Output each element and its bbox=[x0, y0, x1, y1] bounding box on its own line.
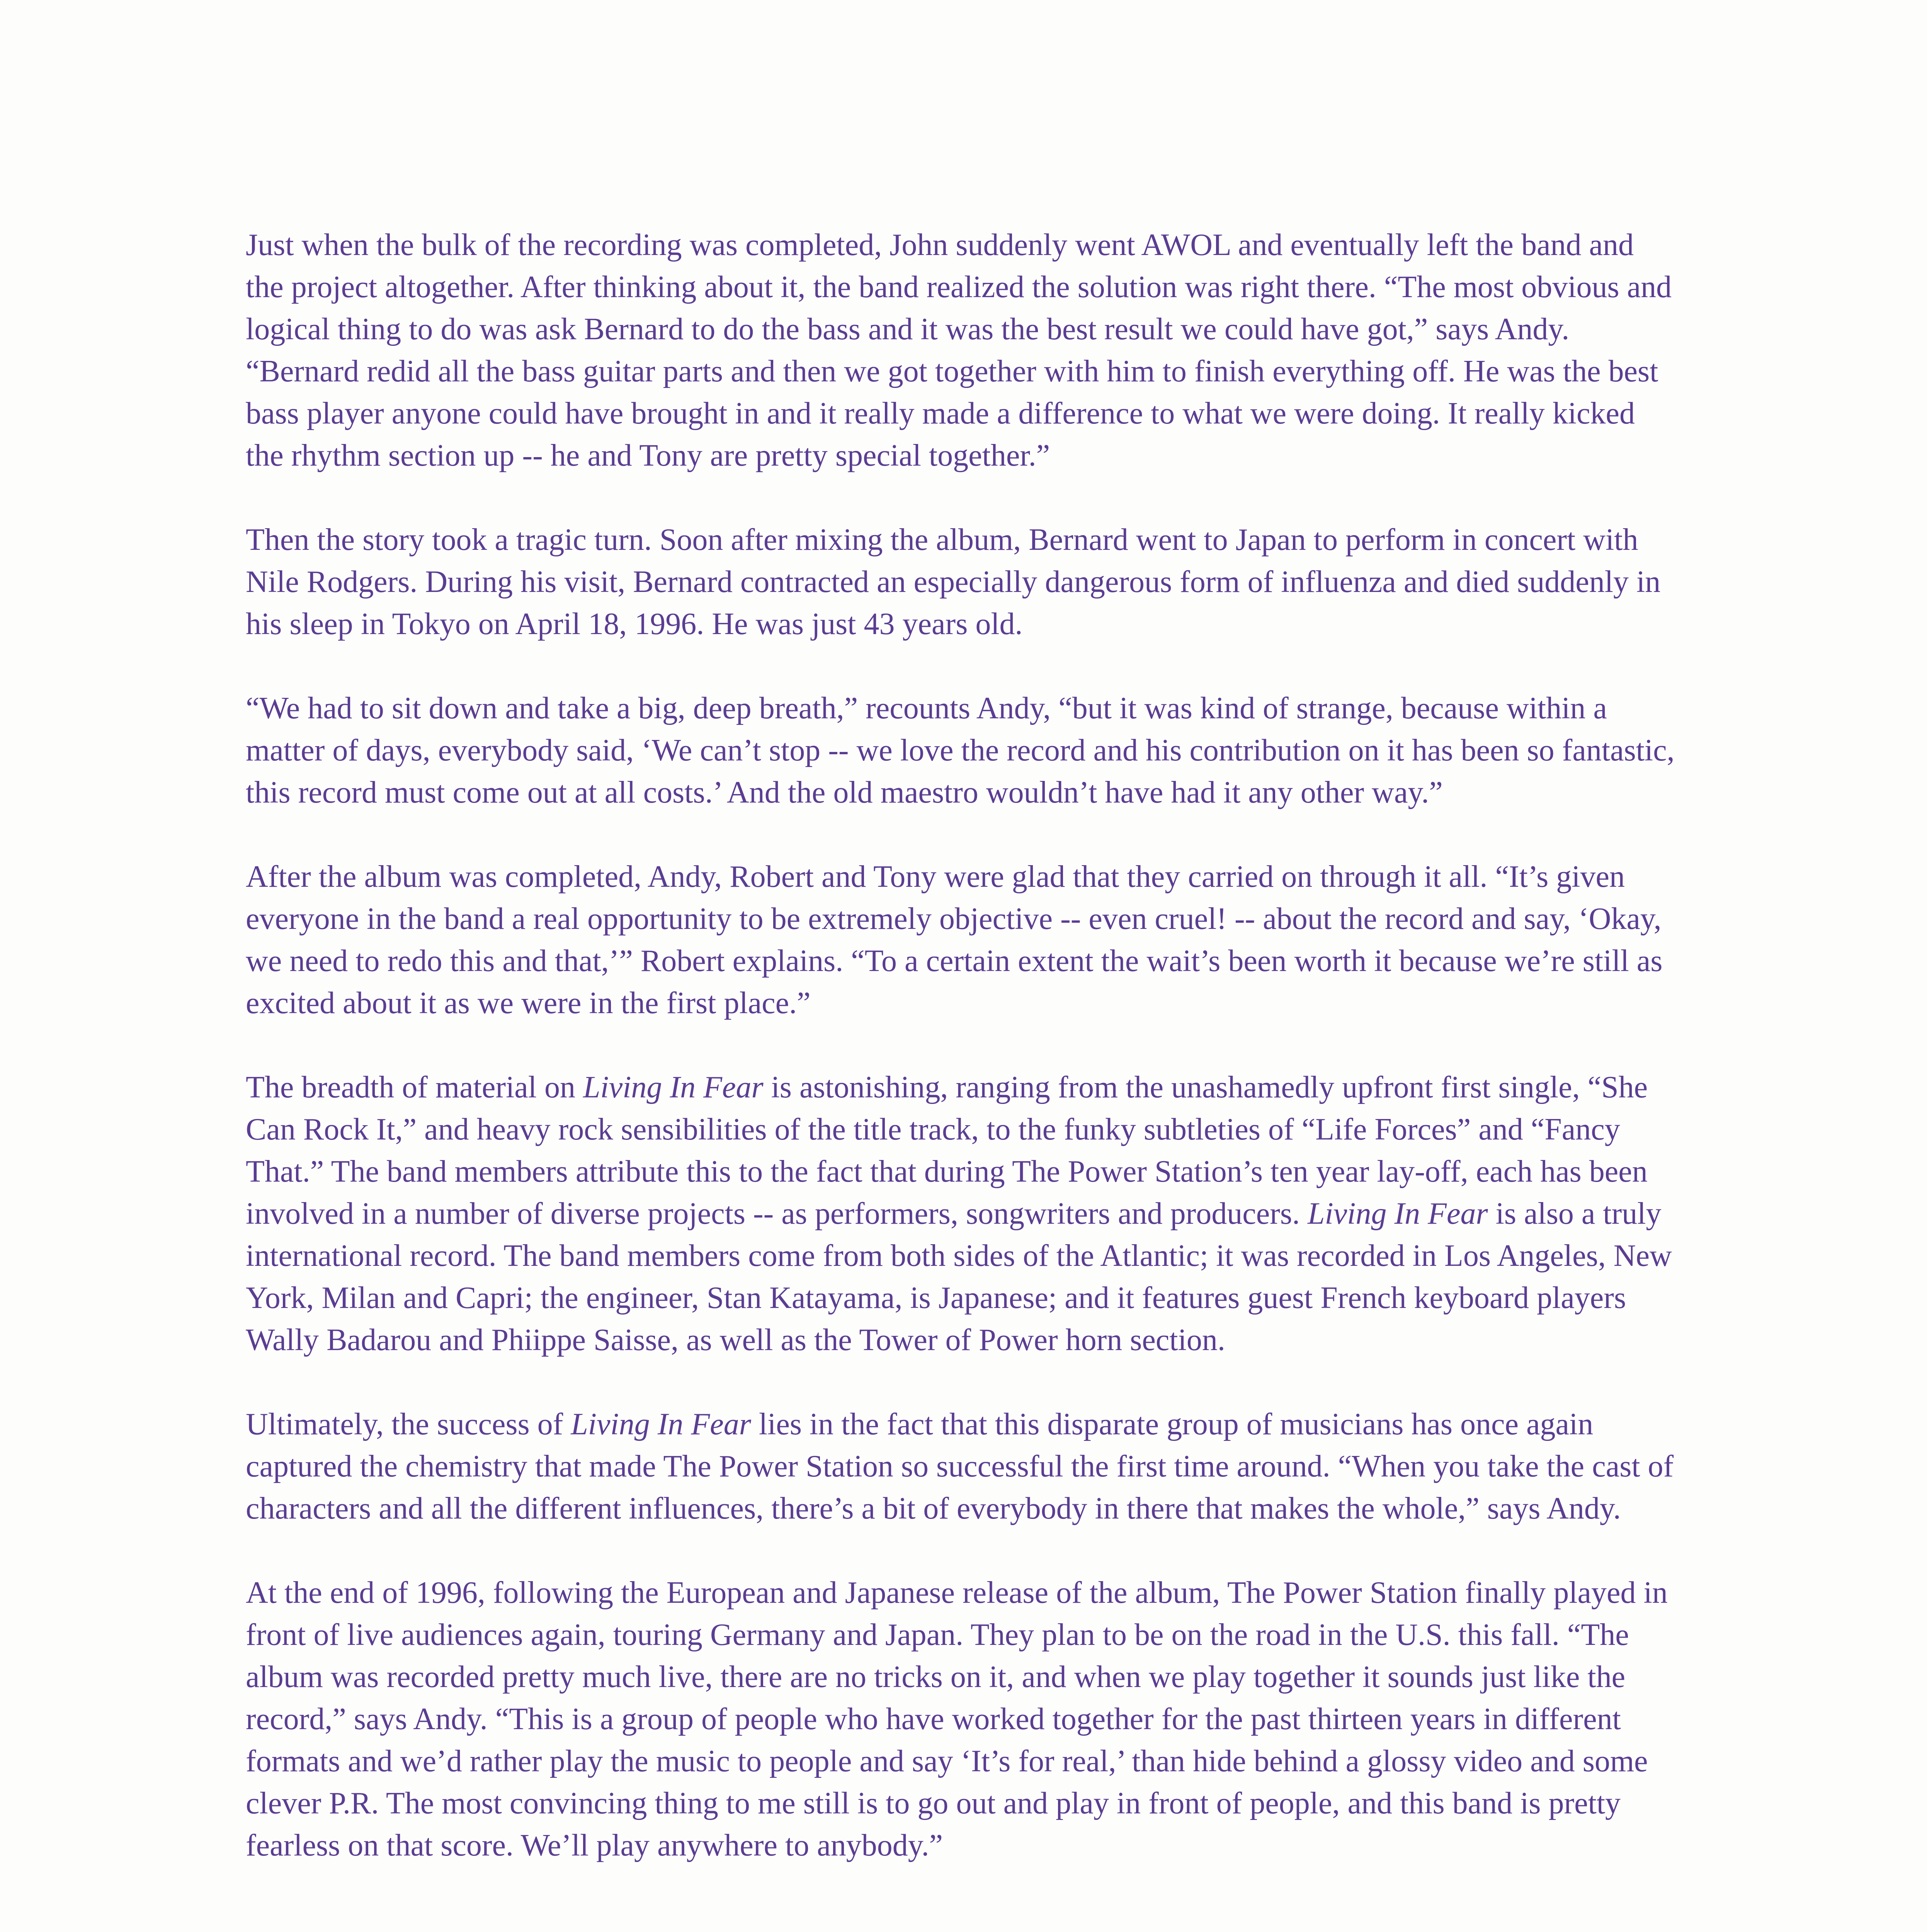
paragraph-2 bbox=[246, 519, 1675, 645]
text-segment: After the album was completed, Andy, Robert and Tony were glad that they carried on through it all. “It’s given everyone in the band a real opportunity to be extremely objective -- even cruel! -- about the record and say, ‘Okay, we need to redo this and that,’” Robert explains. “To a certain extent the wait’s been worth it because we’re still as excited about it as we were in the first place.” bbox=[246, 860, 1663, 1020]
paragraph-3 bbox=[246, 687, 1675, 814]
paragraph-7 bbox=[246, 1572, 1675, 1867]
text-segment: lies in the fact that this disparate group of musicians has once again captured the chemistry that made The Power Station so successful the first time around. “When you take the cast of characters and all the different influences, there’s a bit of everybody in there that makes the whole,” says Andy. bbox=[246, 1407, 1674, 1526]
album-title-italic: Living In Fear bbox=[1308, 1197, 1488, 1231]
text-segment: Then the story took a tragic turn. Soon after mixing the album, Bernard went to Japan to perform in concert with Nile Rodgers. During his visit, Bernard contracted an especially dangerous form of influenza and died suddenly in his sleep in Tokyo on April 18, 1996. He was just 43 years old. bbox=[246, 523, 1661, 641]
body-text bbox=[246, 224, 1675, 1909]
text-segment: “We had to sit down and take a big, deep breath,” recounts Andy, “but it was kind of strange, because within a matter of days, everybody said, ‘We can’t stop -- we love the record and his contribution on it has been so fantastic, this record must come out at all costs.’ And the old maestro wouldn’t have had it any other way.” bbox=[246, 691, 1675, 810]
paragraph-1 bbox=[246, 224, 1675, 477]
text-segment: is also a truly international record. The band members come from both sides of the Atlantic; it was recorded in Los Angeles, New York, Milan and Capri; the engineer, Stan Katayama, is Japanese; and it features guest French keyboard players Wally Badarou and Phiippe Saisse, as well as the Tower of Power horn section. bbox=[246, 1197, 1672, 1357]
album-title-italic: Living In Fear bbox=[583, 1070, 764, 1104]
paragraph-4 bbox=[246, 856, 1675, 1024]
text-segment: At the end of 1996, following the European and Japanese release of the album, The Power Station finally played in front of live audiences again, touring Germany and Japan. They plan to be on the road in the U.S. this fall. “The album was recorded pretty much live, there are no tricks on it, and when we play together it sounds just like the record,” says Andy. “This is a group of people who have worked together for the past thirteen years in different formats and we’d rather play the music to people and say ‘It’s for real,’ than hide behind a glossy video and some clever P.R. The most convincing thing to me still is to go out and play in front of people, and this band is pretty fearless on that score. We’ll play anywhere to anybody.” bbox=[246, 1576, 1668, 1862]
paragraph-5 bbox=[246, 1066, 1675, 1361]
text-segment: Ultimately, the success of bbox=[246, 1407, 571, 1441]
album-title-italic: Living In Fear bbox=[571, 1407, 751, 1441]
paragraph-6 bbox=[246, 1403, 1675, 1530]
text-segment: is astonishing, ranging from the unashamedly upfront first single, “She Can Rock It,” and heavy rock sensibilities of the title track, to the funky subtleties of “Life Forces” and “Fancy That.” The band members attribute this to the fact that during The Power Station’s ten year lay-off, each has been involved in a number of diverse projects -- as performers, songwriters and producers. bbox=[246, 1070, 1648, 1231]
text-segment: The breadth of material on bbox=[246, 1070, 583, 1104]
text-segment: Just when the bulk of the recording was completed, John suddenly went AWOL and eventually left the band and the project altogether. After thinking about it, the band realized the solution was right there. “The most obvious and logical thing to do was ask Bernard to do the bass and it was the best result we could have got,” says Andy. “Bernard redid all the bass guitar parts and then we got together with him to finish everything off. He was the best bass player anyone could have brought in and it really made a difference to what we were doing. It really kicked the rhythm section up -- he and Tony are pretty special together.” bbox=[246, 228, 1672, 473]
